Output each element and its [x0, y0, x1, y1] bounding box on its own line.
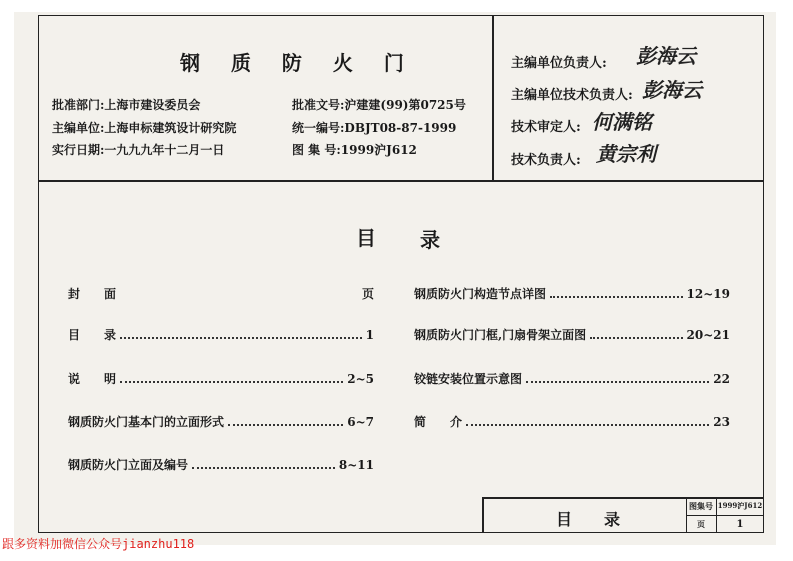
toc-item-page: 23: [713, 415, 730, 429]
leader-dots: [550, 295, 683, 298]
atlas-value-cell: 1999沪J612: [717, 501, 763, 510]
header-bottom-line: [38, 180, 764, 182]
toc-item[interactable]: [414, 285, 730, 302]
unit-head-signature: 彭海云: [636, 44, 696, 68]
toc-item-title: 钢质防火门门框,门扇骨架立面图: [414, 328, 587, 342]
reviewer-signature: 何满铭: [592, 110, 652, 134]
toc-item-title: 简 介: [414, 415, 463, 429]
tech-lead-label: 技术负责人:: [511, 153, 581, 168]
toc-item-page: 12~19: [686, 287, 730, 301]
leader-dots: [192, 466, 335, 469]
leader-dots: [466, 423, 709, 426]
effective-date: 实行日期:一九九九年十二月一日: [52, 143, 225, 157]
reviewer-label: 技术审定人:: [511, 120, 581, 135]
toc-item-title: 钢质防火门立面及编号: [68, 458, 189, 472]
leader-dots: [120, 336, 362, 339]
toc-item[interactable]: [414, 326, 730, 343]
atlas-number: 图 集 号:1999沪J612: [292, 143, 417, 157]
unified-number: 统一编号:DBJT08-87-1999: [292, 121, 457, 135]
toc-item-title: 钢质防火门基本门的立面形式: [68, 415, 225, 429]
atlas-label-cell: 图集号: [689, 500, 713, 511]
tech-lead-signature: 黄宗利: [596, 142, 656, 166]
leader-dots: [526, 380, 709, 383]
toc-item-page: 8~11: [338, 458, 374, 472]
tech-head-signature: 彭海云: [642, 78, 702, 102]
toc-item[interactable]: [68, 413, 374, 430]
toc-item-title: 说 明: [68, 372, 117, 386]
toc-title-right: 录: [420, 228, 440, 252]
toc-item-page: 6~7: [347, 415, 374, 429]
toc-item-page: 20~21: [686, 328, 730, 342]
approval-number: 批准文号:沪建建(99)第0725号: [292, 98, 466, 112]
toc-item[interactable]: [68, 456, 374, 473]
toc-item-title: 目 录: [68, 328, 117, 342]
leader-dots: [590, 336, 682, 339]
toc-item[interactable]: [414, 370, 730, 387]
titleblock-left-line: [482, 497, 484, 533]
toc-item-page: 页: [361, 287, 374, 301]
unit-head-label: 主编单位负责人:: [511, 56, 607, 71]
titleblock-name: 目 录: [556, 510, 621, 529]
page-value-cell: 1: [736, 518, 744, 530]
toc-item[interactable]: [68, 370, 374, 387]
toc-item[interactable]: [68, 285, 374, 302]
page-label-cell: 页: [697, 518, 705, 529]
header-divider: [492, 15, 494, 181]
toc-item-page: 2~5: [347, 372, 374, 386]
toc-item-title: 封 面: [68, 287, 117, 301]
footer-note: 跟多资料加微信公众号jianzhu118: [2, 537, 195, 551]
toc-item-page: 22: [713, 372, 730, 386]
approver-dept: 批准部门:上海市建设委员会: [52, 98, 201, 112]
toc-item-title: 钢质防火门构造节点详图: [414, 287, 547, 301]
toc-title-left: 目: [356, 226, 376, 250]
tech-head-label: 主编单位技术负责人:: [511, 88, 633, 103]
toc-item-title: 铰链安装位置示意图: [414, 372, 523, 386]
leader-dots: [120, 380, 343, 383]
toc-item[interactable]: [414, 413, 730, 430]
editor-unit: 主编单位:上海申标建筑设计研究院: [52, 121, 237, 135]
leader-dots: [228, 423, 343, 426]
toc-item[interactable]: [68, 326, 374, 343]
document-title: 钢 质 防 火 门: [180, 51, 416, 75]
toc-item-page: 1: [365, 328, 374, 342]
